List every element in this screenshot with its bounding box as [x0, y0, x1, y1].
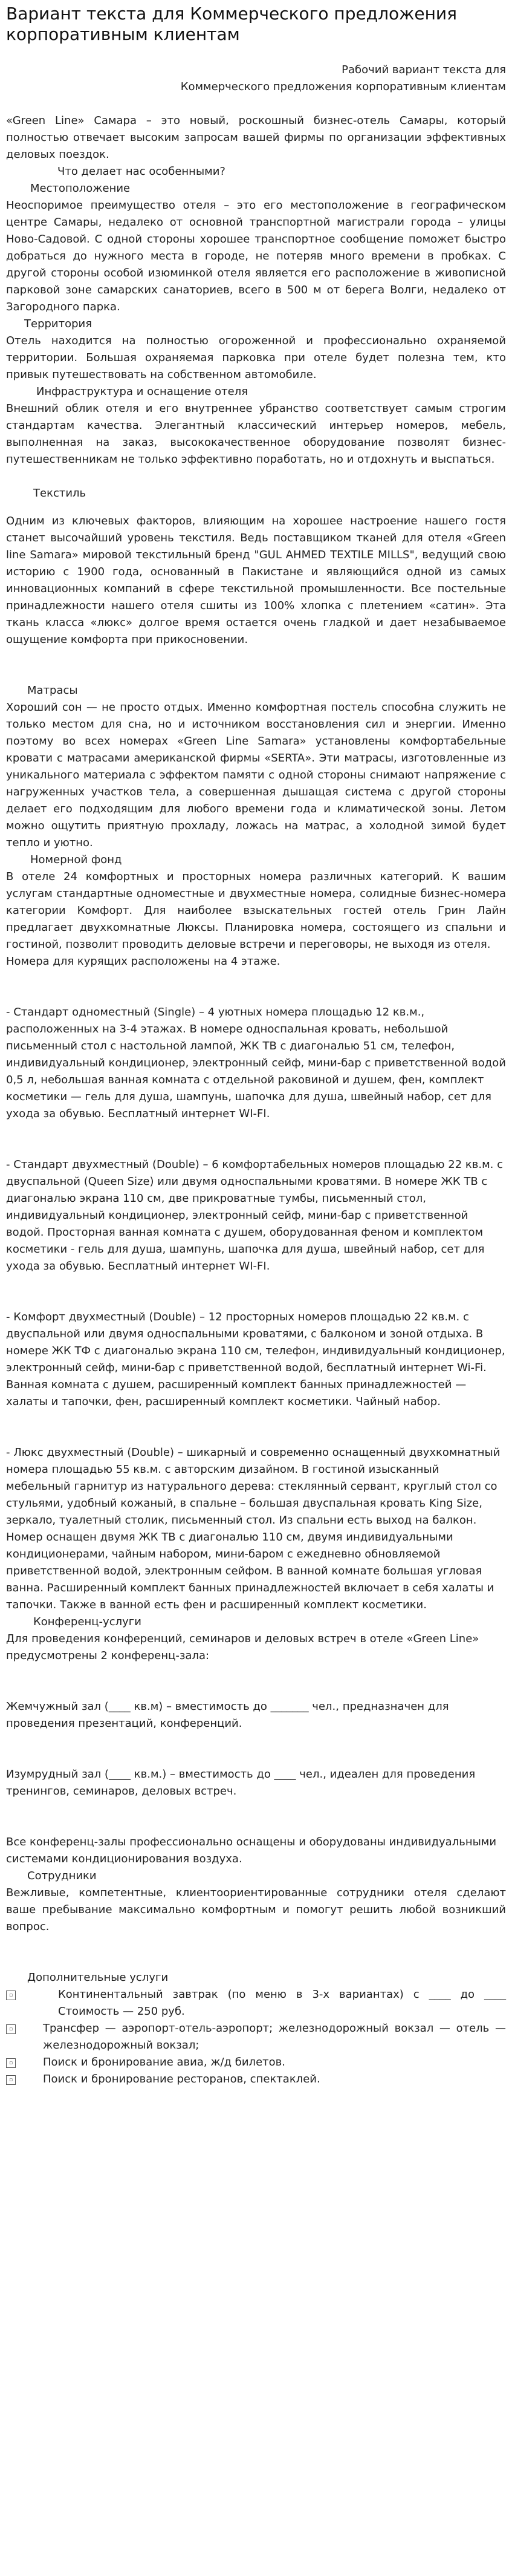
- what-heading: Что делает нас особенными?: [57, 165, 225, 178]
- list-item: ▫ Континентальный завтрак (по меню в 3-х вариантах) с ____ до ____ Стоимость — 250 руб.: [6, 1986, 506, 2020]
- mattress-heading: Матрасы: [27, 684, 78, 697]
- conference-hall-emerald: Изумрудный зал (____ кв.м.) – вместимость до ____ чел., идеален для проведения тренингов, семинаров, деловых встреч.: [6, 1768, 476, 1798]
- infra-paragraph: Внешний облик отеля и его внутреннее убранство соответствует самым строгим стандартам качества. Элегантный классический интерьер номеров, мебель, выполненная на заказ, высококачественное оборудование позволят бизнес-путешественникам не только эффективно поработать, но и отдохнуть и выспаться.: [6, 402, 506, 466]
- list-item: ▫ Поиск и бронирование ресторанов, спектаклей.: [6, 2071, 506, 2088]
- textile-heading: Текстиль: [33, 487, 86, 500]
- rooms-smoking: Номера для курящих расположены на 4 этаже.: [6, 955, 280, 968]
- conference-equipment: Все конференц-залы профессионально оснащены и оборудованы индивидуальными системами кондиционирования воздуха.: [6, 1836, 497, 1865]
- territory-heading: Территория: [24, 318, 92, 330]
- bullet-icon: ▫: [6, 2058, 16, 2068]
- extra-heading: Дополнительные услуги: [27, 1971, 169, 1984]
- textile-paragraph: Одним из ключевых факторов, влияющим на хорошее настроение нашего гостя станет высочайший уровень текстиля. Ведь поставщиком тканей для отеля «Green line Samara» мировой текстильный бренд "GUL AHMED TEXTILE MILLS", ведущий свою историю с 1900 года, основанный в Пакистане и являющийся одной из самых инновационных компаний в сфере текстильной промышленности. Все постельные принадлежности нашего отеля сшиты из 100% хлопка с плетением «сатин». Эта ткань класса «люкс» долгое время остается очень гладкой и дает незабываемое ощущение комфорта при прикосновении.: [6, 515, 506, 646]
- room-comfort: - Комфорт двухместный (Double) – 12 просторных номеров площадью 22 кв.м. с двуспальной или двумя односпальными кроватями, с балконом и зоной отдыха. В номере ЖК ТФ с диагональю экрана 110 см, телефон, индивидуальный кондиционер, электронный сейф, мини-бар с приветственной водой, бесплатный интернет Wi-Fi. Ванная комната с душем, расширенный комплект банных принадлежностей — халаты и тапочки, фен, расширенный комплект косметики. Чайный набор.: [6, 1311, 505, 1408]
- room-lux: - Люкс двухместный (Double) – шикарный и современно оснащенный двухкомнатный номера площадью 55 кв.м. с авторским дизайном. В гостиной изысканный мебельный гарнитур из натурального дерева: стеклянный сервант, круглый стол со стульями, удобный кожаный, в спальне – большая двуспальная кровать King Size, зеркало, туалетный столик, письменный стол. Из спальни есть выход на балкон.: [6, 1446, 501, 1527]
- meta-line-2: Коммерческого предложения корпоративным клиентам: [180, 80, 506, 93]
- conference-paragraph: Для проведения конференций, семинаров и деловых встреч в отеле «Green Line» предусмотрены 2 конференц-зала:: [6, 1632, 479, 1662]
- conference-hall-pearl: Жемчужный зал (____ кв.м) – вместимость до _______ чел., предназначен для проведения презентаций, конференций.: [6, 1700, 449, 1730]
- bullet-icon: ▫: [6, 2075, 16, 2085]
- list-item: ▫ Трансфер — аэропорт-отель-аэропорт; железнодорожный вокзал — отель — железнодорожный вокзал;: [6, 2020, 506, 2054]
- rooms-paragraph: В отеле 24 комфортных и просторных номера различных категорий. К вашим услугам стандартные одноместные и двухместные номера, солидные бизнес-номера категории Комфорт. Для наиболее взыскательных гостей отель Грин Лайн предлагает двухкомнатные Люксы. Планировка номера, состоящего из спальни и гостиной, позволит проводить деловые встречи и переговоры, не выходя из отеля.: [6, 870, 506, 951]
- infra-heading: Инфраструктура и оснащение отеля: [36, 385, 248, 398]
- document: [6, 4, 506, 2088]
- location-heading: Местоположение: [30, 182, 131, 195]
- mattress-paragraph: Хороший сон — не просто отдых. Именно комфортная постель способна служить не только местом для сна, но и источником восстановления сил и энергии. Именно поэтому во всех номерах «Green Line Samara» установлены комфортабельные кровати с матрасами американской фирмы «SERTA». Эти матрасы, изготовленные из уникального материала с эффектом памяти с одной стороны снимают напряжение с нагруженных участков тела, а совершенная дышащая система с другой стороны делает его подходящим для любого времени года и климатической зоны. Летом можно ощутить приятную прохладу, ложась на матрас, а холодной зимой будет тепло и уютно.: [6, 701, 506, 849]
- rooms-heading: Номерной фонд: [30, 853, 122, 866]
- staff-paragraph: Вежливые, компетентные, клиентоориентированные сотрудники отеля сделают ваше пребывание максимально комфортным и помогут решить любой возникший вопрос.: [6, 1886, 506, 1933]
- meta-line-1: Рабочий вариант текста для: [342, 64, 506, 76]
- staff-heading: Сотрудники: [27, 1870, 97, 1882]
- location-paragraph: Неоспоримое преимущество отеля – это его местоположение в географическом центре Самары, недалеко от основной транспортной магистрали города – улицы Ново-Садовой. С одной стороны хорошее транспортное сообщение поможет быстро добраться до нужного места в городе, не потеряв много времени в пробках. С другой стороны особой изюминкой отеля является его расположение в живописной парковой зоне самарских санаториев, всего в 500 м от берега Волги, недалеко от Загородного парка.: [6, 199, 506, 313]
- intro-paragraph: «Green Line» Самара – это новый, роскошный бизнес-отель Самары, который полностью отвечает высоким запросам вашей фирмы по организации эффективных деловых поездок.: [6, 114, 506, 161]
- room-lux-details: Номер оснащен двумя ЖК ТВ с диагональю 110 см, двумя индивидуальными кондиционерами, чайным набором, мини-баром с ежедневно обновляемой приветственной водой, электронным сейфом. В ванной комнате большая угловая ванна. Расширенный комплект банных принадлежностей включает в себя халаты и тапочки. Также в ванной есть фен и расширенный комплект косметики.: [6, 1531, 494, 1611]
- list-item: ▫ Поиск и бронирование авиа, ж/д билетов.: [6, 2054, 506, 2071]
- bullet-icon: ▫: [6, 2024, 16, 2034]
- room-double: - Стандарт двухместный (Double) – 6 комфортабельных номеров площадью 22 кв.м. с двуспальной (Queen Size) или двумя односпальными кроватями. В номере ЖК ТВ с диагональю экрана 110 см, две прикроватные тумбы, письменный стол, индивидуальный кондиционер, электронный сейф, мини-бар с приветственной водой. Просторная ванная комната с душем, оборудованная феном и комплектом косметики - гель для душа, шампунь, шапочка для душа, швейный набор, сет для ухода за обувью. Бесплатный интернет WI-FI.: [6, 1158, 504, 1273]
- conference-heading: Конференц-услуги: [33, 1616, 141, 1628]
- bullet-icon: ▫: [6, 1991, 16, 2000]
- territory-paragraph: Отель находится на полностью огороженной и профессионально охраняемой территории. Большая охраняемая парковка при отеле будет полезна тем, кто привык путешествовать на собственном автомобиле.: [6, 334, 506, 381]
- room-single: - Стандарт одноместный (Single) – 4 уютных номера площадью 12 кв.м., расположенных на 3-4 этажах. В номере односпальная кровать, небольшой письменный стол с настольной лампой, ЖК ТВ с диагональю 51 см, телефон, индивидуальный кондиционер, электронный сейф, мини-бар с приветственной водой 0,5 л, небольшая ванная комната с отдельной раковиной и душем, фен, комплект косметики — гель для душа, шампунь, шапочка для душа, швейный набор, сет для ухода за обувью. Бесплатный интернет WI-FI.: [6, 1006, 506, 1120]
- page-title: Вариант текста для Коммерческого предложения корпоративным клиентам: [6, 4, 457, 44]
